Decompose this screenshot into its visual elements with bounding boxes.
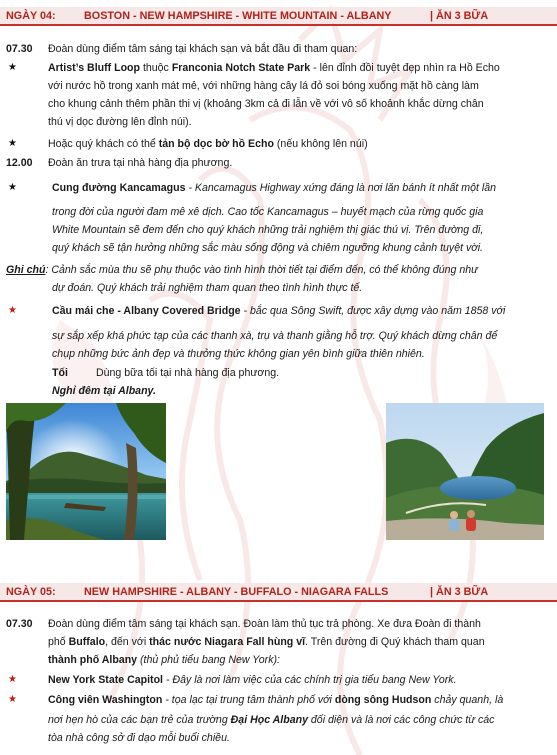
ny-state-capitol: New York State Capitol - Đây là nơi làm việc của các chính trị gia tiểu bang New York.	[48, 674, 457, 686]
day4-label: NGÀY 04:	[6, 10, 56, 22]
day5-time-0730: 07.30	[6, 618, 33, 630]
day5-route: NEW HAMPSHIRE - ALBANY - BUFFALO - NIAGARA FALLS	[84, 586, 389, 598]
day4-header	[0, 7, 557, 26]
kancamagus-line4: quý khách sẽ tận hưởng những sắc màu sống động và chiêm ngưỡng khung cảnh tuyệt vời.	[52, 242, 483, 254]
kancamagus-line3: White Mountain sẽ đem đến cho quý khách những trải nghiệm thị giác thú vị. Trên đường đi,	[52, 224, 484, 236]
note-line1: Ghi chú: Cảnh sắc mùa thu sẽ phụ thuộc vào tình hình thời tiết tại điểm đến, có thể không đúng như	[6, 264, 478, 276]
star-bullet-icon: ★	[8, 694, 17, 705]
washington-park-line2: nơi hẹn hò của các bạn trẻ của trường Đại Học Albany đối diện và là nơi các công chức từ các	[48, 714, 495, 726]
echo-lake-walk: Hoặc quý khách có thể tản bộ dọc bờ hồ Echo (nếu không lên núi)	[48, 138, 368, 150]
washington-park-line3: tòa nhà công sở đi dạo mỗi buổi chiều.	[48, 732, 230, 744]
overnight-albany: Nghỉ đêm tại Albany.	[52, 385, 156, 397]
covered-bridge-line2: sự sắp xếp khá phức tạp của các thanh xà, trụ và thanh giằng hỗ trợ. Quý khách dừng chân để	[52, 330, 498, 342]
kancamagus-line1: Cung đường Kancamagus - Kancamagus Highway xứng đáng là nơi lăn bánh ít nhất một lần	[52, 182, 497, 194]
day4-meals: | ĂN 3 BỮA	[430, 10, 489, 22]
artists-bluff-line4: thú vị dọc đường lên đỉnh núi).	[48, 116, 192, 128]
day5-line3: thành phố Albany (thủ phủ tiểu bang New York):	[48, 654, 280, 666]
day4-route: BOSTON - NEW HAMPSHIRE - WHITE MOUNTAIN - ALBANY	[84, 10, 392, 22]
day4-time-1200: 12.00	[6, 157, 33, 169]
day4-breakfast-text: Đoàn dùng điểm tâm sáng tại khách sạn và bắt đầu đi tham quan:	[48, 43, 358, 55]
echo-lake-forest-photo	[6, 403, 166, 540]
evening-text: Dùng bữa tối tại nhà hàng địa phương.	[96, 367, 280, 379]
day4-lunch-text: Đoàn ăn trưa tại nhà hàng địa phương.	[48, 157, 233, 169]
washington-park-line1: Công viên Washington - tọa lạc tại trung tâm thành phố với dòng sông Hudson chảy quanh, là	[48, 694, 504, 706]
day5-line1: Đoàn dùng điểm tâm sáng tại khách sạn. Đoàn làm thủ tục trả phòng. Xe đưa Đoàn đi thành	[48, 618, 481, 630]
star-bullet-icon: ★	[8, 674, 17, 685]
day5-meals: | ĂN 3 BỮA	[430, 586, 489, 598]
day5-header	[0, 583, 557, 602]
day5-line2: phố Buffalo, đến với thác nước Niagara Fall hùng vĩ. Trên đường đi Quý khách tham quan	[48, 636, 485, 648]
artists-bluff-line1: Artist’s Bluff Loop thuộc Franconia Notch State Park - lên đỉnh đồi tuyệt đẹp nhìn ra Hồ Echo	[48, 62, 500, 74]
covered-bridge-line1: Cầu mái che - Albany Covered Bridge - bắc qua Sông Swift, được xây dựng vào năm 1858 với	[52, 305, 506, 317]
star-bullet-icon: ★	[8, 305, 17, 316]
star-bullet-icon: ★	[8, 138, 17, 149]
day4-time-0730: 07.30	[6, 43, 33, 55]
star-bullet-icon: ★	[8, 182, 17, 193]
mountain-valley-lake-photo	[386, 403, 544, 540]
day5-label: NGÀY 05:	[6, 586, 56, 598]
kancamagus-line2: trong đời của người đam mê xê dịch. Cao tốc Kancamagus – huyết mạch của rừng quốc gia	[52, 206, 484, 218]
covered-bridge-line3: chụp những bức ảnh đẹp và thưởng thức không gian yên bình giữa thiên nhiên.	[52, 348, 425, 360]
star-bullet-icon: ★	[8, 62, 17, 73]
note-line2: dự đoán. Quý khách trải nghiệm tham quan theo tình hình thực tế.	[52, 282, 363, 294]
evening-label: Tối	[52, 367, 68, 379]
artists-bluff-line3: cho khung cảnh thêm phần thi vị (khoảng 3km cả đi lẫn về với vô số khoảnh khắc dừng chân	[48, 98, 484, 110]
artists-bluff-line2: với nước hồ trong xanh mát mẻ, với những hàng cây lá đỏ soi bóng xuống mặt hồ càng làm	[48, 80, 479, 92]
